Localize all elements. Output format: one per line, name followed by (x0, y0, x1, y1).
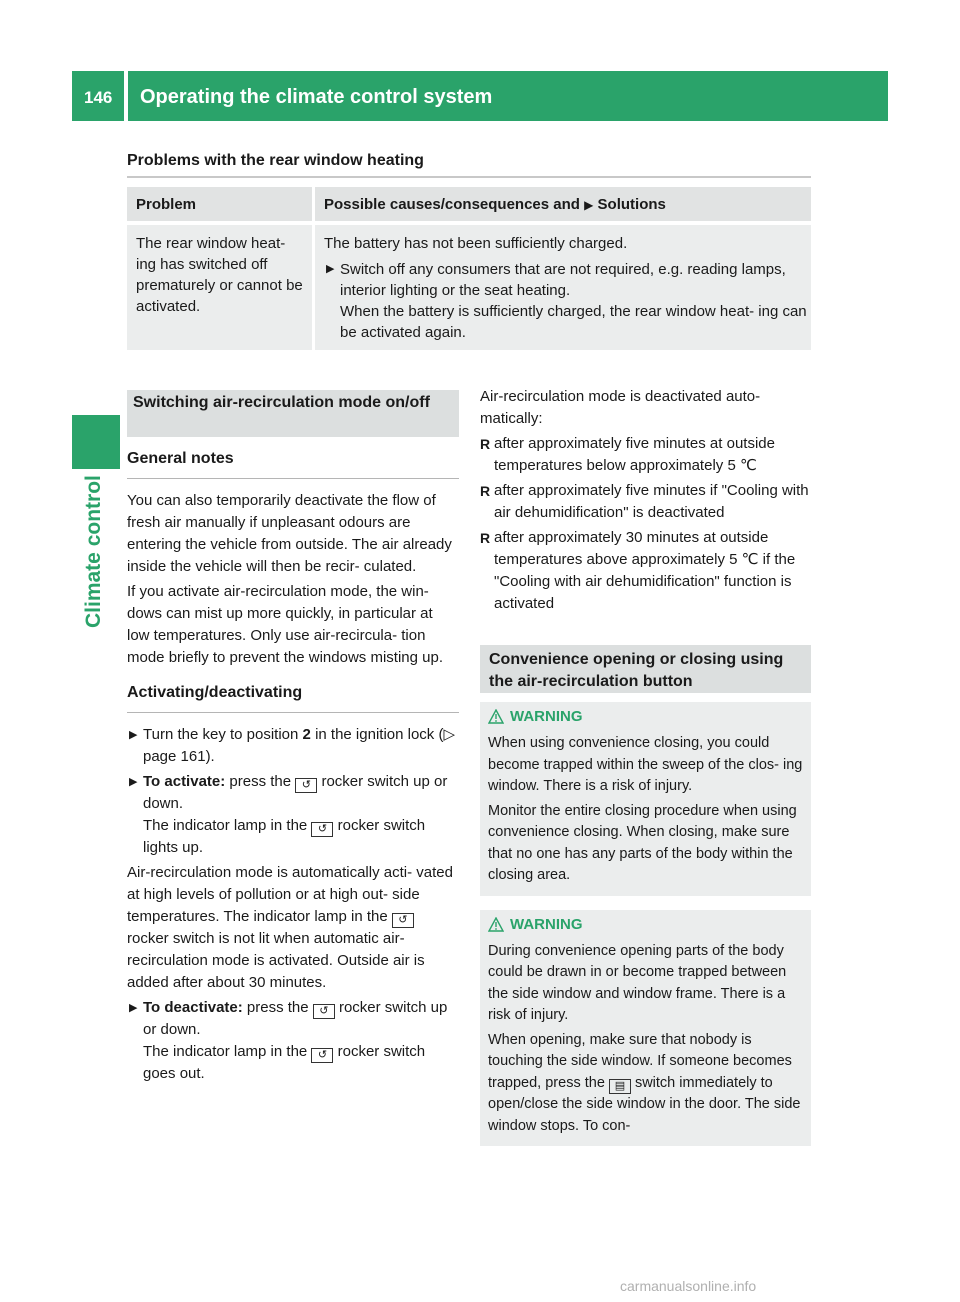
deactivated-intro: Air-recirculation mode is deactivated auto- matically: (480, 388, 761, 427)
page-number: 146 (84, 88, 113, 107)
step-arrow-icon: ▶ (129, 776, 138, 788)
play-arrow-icon: ▶ (584, 198, 594, 212)
bullet-icon: R (480, 436, 491, 452)
table-header-cell (127, 187, 312, 221)
solution-step (324, 259, 808, 343)
cause-text: The battery has not been sufficiently charged. (324, 235, 628, 252)
watermark: carmanualsonline.info (620, 1278, 757, 1294)
step-arrow-icon: ▶ (129, 729, 138, 741)
warning-icon (488, 709, 504, 724)
section-rule (127, 176, 811, 178)
step-deactivate: ▶ To deactivate: press the ↺ rocker switch up or down. The indicator lamp in the ↺ rocker switch goes out. (129, 999, 448, 1082)
warning-text: When using convenience closing, you could become trapped within the sweep of the clos- ing window. There is a risk of injury. (488, 735, 803, 794)
warning-text: Monitor the entire closing procedure when using convenience closing. When closing, make sure that no one has any parts of the body within the closing area. (488, 802, 797, 883)
side-tab-label: Climate control (82, 475, 105, 628)
bullet-icon: R (480, 483, 491, 499)
right-column (480, 386, 811, 1146)
left-column (127, 390, 459, 1088)
subheading-general-notes: General notes (127, 450, 234, 467)
warning-box (480, 910, 811, 1147)
subheading-activating: Activating/deactivating (127, 684, 303, 701)
warning-title: WARNING (488, 916, 803, 933)
warning-text: During convenience opening parts of the body could be drawn in or become trapped between the side window and window frame. There is a risk of injury. (488, 942, 787, 1023)
step-activate: ▶ To activate: press the ↺ rocker switch up or down. The indicator lamp in the ↺ rocker switch lights up. (129, 773, 448, 856)
rule (127, 712, 459, 713)
list-item: R after approximately five minutes if "Cooling with air dehumidification" is deactivated (480, 482, 809, 521)
window-switch-icon: ▤ (609, 1079, 631, 1094)
recirculation-car-icon: ↺ (295, 778, 317, 793)
header-divider (124, 71, 128, 121)
bullet-icon: R (480, 530, 491, 546)
table-header-problem: Problem (136, 196, 197, 213)
warning-icon (488, 917, 504, 932)
step-turn-key: ▶ Turn the key to position 2 in the ignition lock (▷ page 161). (129, 726, 455, 765)
recirculation-car-icon: ↺ (313, 1004, 335, 1019)
recirculation-car-icon: ↺ (311, 822, 333, 837)
problem-text: The rear window heat- ing has switched off prematurely or cannot be activated. (136, 235, 303, 315)
list-item: R after approximately five minutes at outside temperatures below approximately 5 ℃ (480, 435, 775, 474)
section-heading-convenience: Convenience opening or closing using the air-recirculation button (480, 645, 811, 693)
recirculation-car-icon: ↺ (311, 1048, 333, 1063)
list-item: R after approximately 30 minutes at outside temperatures above approximately 5 ℃ if the "Cooling with air dehumidification" function is activated (480, 529, 796, 612)
chapter-title: Operating the climate control system (140, 86, 493, 108)
side-tab-marker (72, 415, 120, 469)
warning-title: WARNING (488, 708, 803, 725)
section-heading-rear-window: Problems with the rear window heating (127, 152, 424, 169)
table-cell-solution (315, 225, 811, 350)
section-heading-air-recirculation: Switching air-recirculation mode on/off (127, 390, 459, 437)
notes-paragraph: You can also temporarily deactivate the flow of fresh air manually if unpleasant odours are entering the vehicle from outside. The air already inside the vehicle will then be recir- culated. (127, 492, 452, 575)
table-header-cell (315, 187, 811, 221)
recirculation-car-icon: ↺ (392, 913, 414, 928)
rule (127, 478, 459, 479)
warning-box (480, 702, 811, 896)
notes-paragraph: If you activate air-recirculation mode, the win- dows can mist up more quickly, in particular at low temperatures. Only use air-recircula- tion mode briefly to prevent the windows misting up. (127, 583, 443, 666)
auto-paragraph: Air-recirculation mode is automatically acti- vated at high levels of pollution or at high out- side temperatures. The indicator lamp in the ↺ rocker switch is not lit when automatic air-recirculation mode is activated. Outside air is added after about 30 minutes. (127, 864, 453, 991)
warning-text: When opening, make sure that nobody is touching the side window. If someone becomes trapped, press the ▤ switch immediately to open/close the side window in the door. The side window stops. To con- (488, 1031, 801, 1134)
step-arrow-icon: ▶ (326, 263, 335, 275)
step-arrow-icon: ▶ (129, 1002, 138, 1014)
table-cell-problem (127, 225, 312, 350)
table-header-solutions: Possible causes/consequences and ▶ Solutions (324, 196, 666, 213)
solution-text-2: When the battery is sufficiently charged, the rear window heat- ing can be activated again. (340, 303, 807, 341)
solution-text: Switch off any consumers that are not required, e.g. reading lamps, interior lighting or the seat heating. (340, 261, 786, 299)
